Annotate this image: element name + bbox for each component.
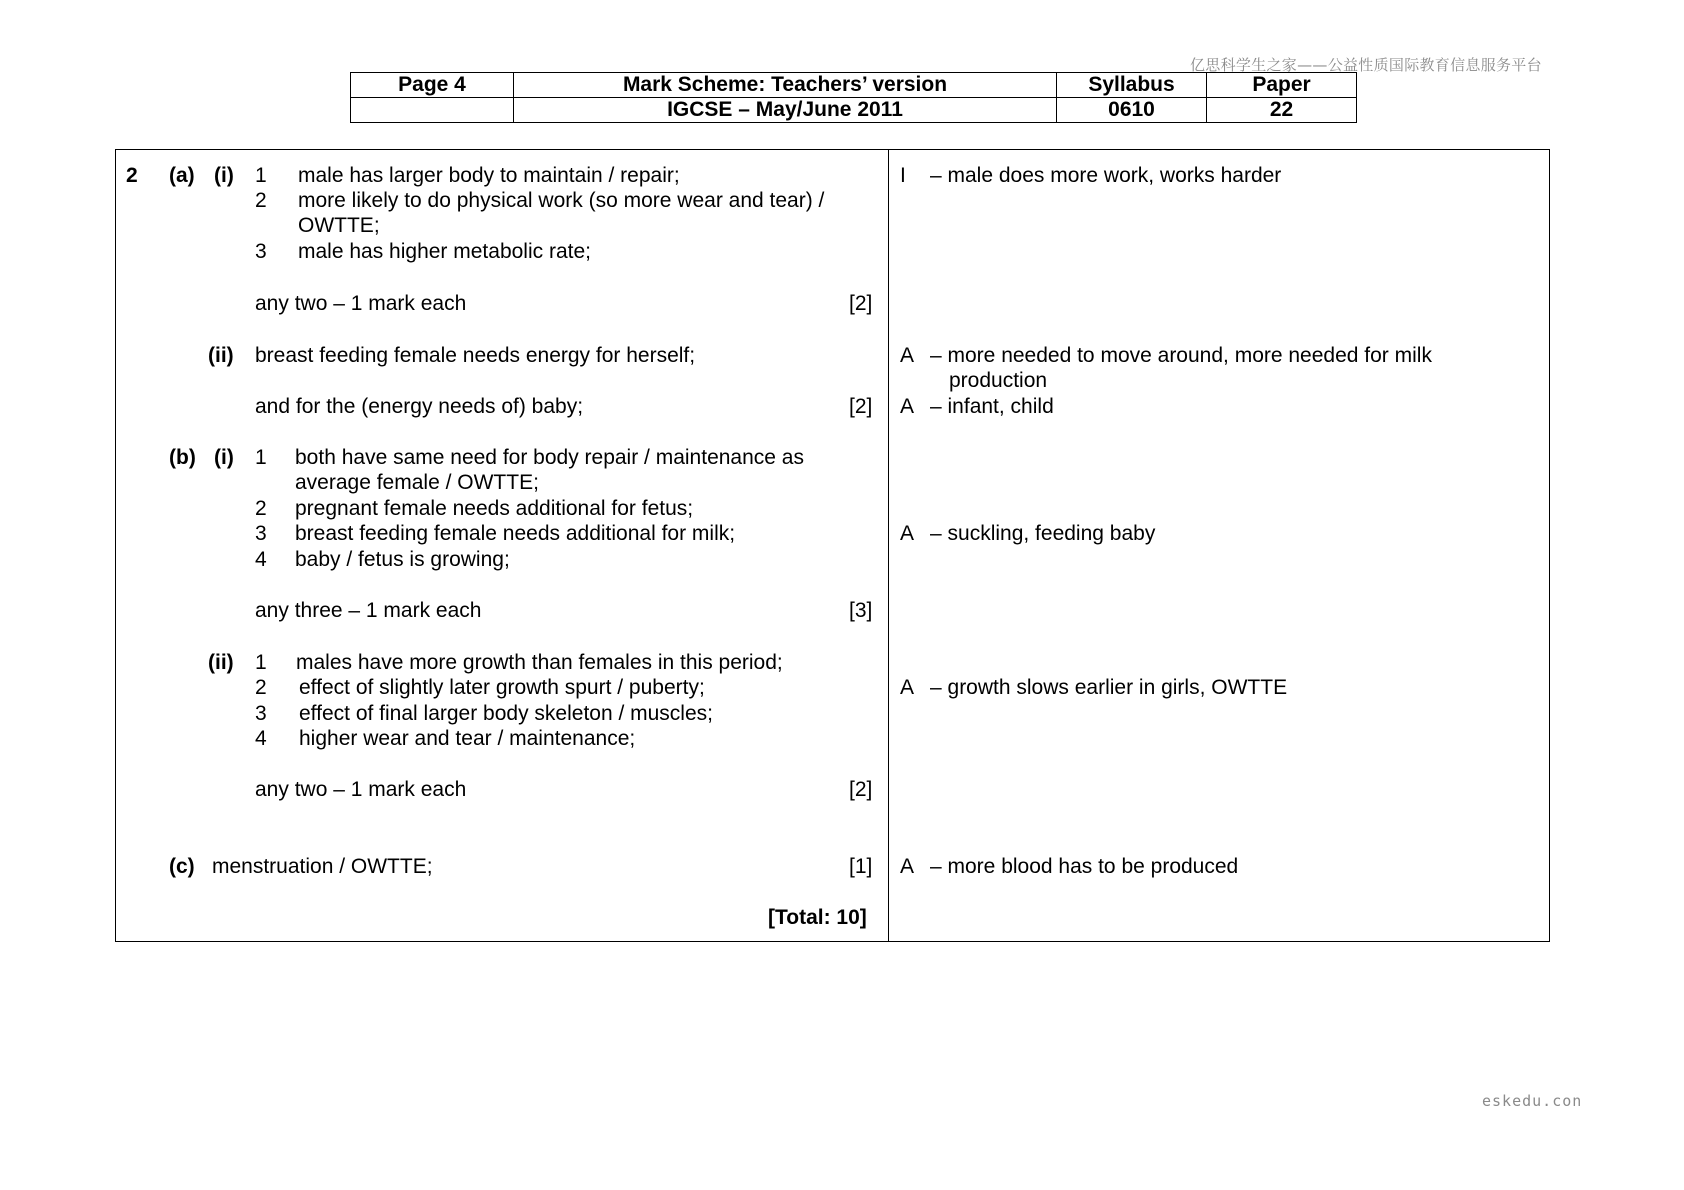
a-ii-mark: [2] [849, 395, 873, 418]
b-i-item-3-number: 3 [255, 522, 267, 545]
header-table [350, 72, 1357, 123]
b-ii-item-4-number: 4 [255, 727, 267, 750]
question-number: 2 [126, 164, 138, 187]
part-a-label: (a) [169, 164, 195, 187]
a-ii-note-2-code: A [900, 395, 915, 418]
b-i-item-1-continuation: average female / OWTTE; [295, 471, 539, 494]
b-ii-summary: any two – 1 mark each [255, 778, 467, 801]
part-b-label: (b) [169, 446, 196, 469]
part-a-i-label: (i) [214, 164, 234, 187]
a-ii-note-2-text: – infant, child [930, 395, 1054, 418]
header-paper: 22 [1207, 98, 1357, 123]
b-i-item-4-text: baby / fetus is growing; [295, 548, 510, 571]
a-i-summary: any two – 1 mark each [255, 292, 467, 315]
header-exam: IGCSE – May/June 2011 [514, 98, 1057, 123]
b-i-item-1-text: both have same need for body repair / maintenance as [295, 446, 804, 469]
b-i-item-1-number: 1 [255, 446, 267, 469]
b-i-item-2-number: 2 [255, 497, 267, 520]
a-ii-line-2: and for the (energy needs of) baby; [255, 395, 584, 418]
a-i-item-2-number: 2 [255, 189, 267, 212]
header-page: Page 4 [351, 73, 514, 98]
b-ii-note-text: – growth slows earlier in girls, OWTTE [930, 676, 1288, 699]
b-ii-note-code: A [900, 676, 915, 699]
c-mark: [1] [849, 855, 873, 878]
footer-text: eskedu.con [1482, 1092, 1583, 1110]
a-ii-line-1: breast feeding female needs energy for herself; [255, 344, 696, 367]
header-paper-label: Paper [1207, 73, 1357, 98]
c-text: menstruation / OWTTE; [212, 855, 433, 878]
a-ii-note-1-text: – more needed to move around, more needed for milk [930, 344, 1432, 367]
a-i-item-1-text: male has larger body to maintain / repair; [298, 164, 680, 187]
b-i-item-3-text: breast feeding female needs additional for milk; [295, 522, 736, 545]
column-divider [888, 149, 889, 942]
b-ii-item-3-text: effect of final larger body skeleton / muscles; [299, 702, 713, 725]
header-syllabus: 0610 [1057, 98, 1207, 123]
b-ii-item-1-number: 1 [255, 651, 267, 674]
a-i-item-2-continuation: OWTTE; [298, 214, 380, 237]
a-i-item-1-number: 1 [255, 164, 267, 187]
a-i-item-2-text: more likely to do physical work (so more wear and tear) / [298, 189, 825, 212]
a-i-mark: [2] [849, 292, 873, 315]
watermark-text: 亿思科学生之家——公益性质国际教育信息服务平台 [1190, 56, 1542, 74]
part-a-ii-label: (ii) [208, 344, 234, 367]
b-ii-item-3-number: 3 [255, 702, 267, 725]
a-i-item-3-number: 3 [255, 240, 267, 263]
b-i-mark: [3] [849, 599, 873, 622]
b-i-summary: any three – 1 mark each [255, 599, 482, 622]
b-ii-item-2-text: effect of slightly later growth spurt / puberty; [299, 676, 705, 699]
a-i-item-3-text: male has higher metabolic rate; [298, 240, 591, 263]
part-c-label: (c) [169, 855, 195, 878]
part-b-ii-label: (ii) [208, 651, 234, 674]
total-marks: [Total: 10] [768, 906, 867, 929]
a-ii-note-1-code: A [900, 344, 915, 367]
part-b-i-label: (i) [214, 446, 234, 469]
b-i-note-text: – suckling, feeding baby [930, 522, 1156, 545]
b-ii-item-4-text: higher wear and tear / maintenance; [299, 727, 636, 750]
a-i-note-text: – male does more work, works harder [930, 164, 1282, 187]
header-empty-cell [351, 98, 514, 123]
header-title: Mark Scheme: Teachers’ version [514, 73, 1057, 98]
header-syllabus-label: Syllabus [1057, 73, 1207, 98]
b-ii-item-1-text: males have more growth than females in this period; [296, 651, 783, 674]
a-i-note-code: I [900, 164, 906, 187]
b-i-item-4-number: 4 [255, 548, 267, 571]
b-i-item-2-text: pregnant female needs additional for fetus; [295, 497, 694, 520]
b-ii-item-2-number: 2 [255, 676, 267, 699]
a-ii-note-1-continuation: production [949, 369, 1048, 392]
b-i-note-code: A [900, 522, 915, 545]
c-note-text: – more blood has to be produced [930, 855, 1239, 878]
b-ii-mark: [2] [849, 778, 873, 801]
c-note-code: A [900, 855, 915, 878]
